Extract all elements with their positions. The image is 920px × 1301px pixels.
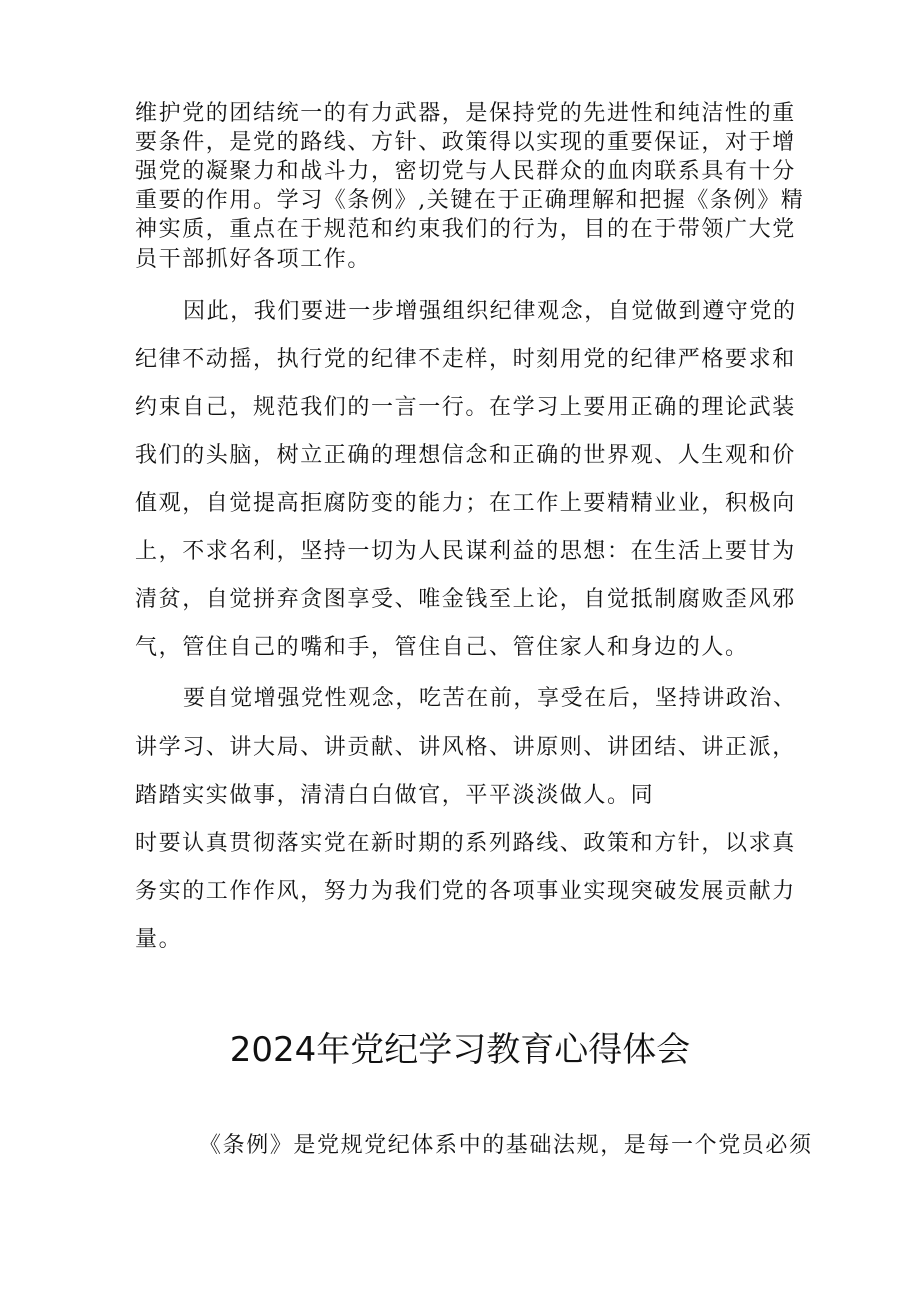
paragraph-line: 要自觉增强党性观念，吃苦在前，享受在后，坚持讲政治、 (183, 686, 797, 711)
section-title: 2024年党纪学习教育心得体会 (229, 1030, 691, 1070)
paragraph-line: 员干部抓好各项工作。 (135, 247, 372, 272)
paragraph-line: 我们的头脑，树立正确的理想信念和正确的世界观、人生观和价 (135, 443, 796, 468)
paragraph-line: 《条例》是党规党纪体系中的基础法规，是每一个党员必须 (199, 1133, 813, 1158)
paragraph-line: 纪律不动摇，执行党的纪律不走样，时刻用党的纪律严格要求和 (135, 347, 796, 372)
paragraph-line: 值观，自觉提高拒腐防变的能力；在工作上要精精业业，积极向 (135, 491, 796, 516)
paragraph-line: 重要的作用。学习《条例》,关键在于正确理解和把握《条例》精 (135, 188, 805, 213)
paragraph-line: 踏踏实实做事，清清白白做官，平平淡淡做人。同 (135, 783, 655, 808)
paragraph-line: 务实的工作作风，努力为我们党的各项事业实现突破发展贡献力 (135, 879, 796, 904)
paragraph-line: 讲学习、讲大局、讲贡献、讲风格、讲原则、讲团结、讲正派， (135, 735, 796, 760)
paragraph-line: 约束自己，规范我们的一言一行。在学习上要用正确的理论武装 (135, 395, 796, 420)
paragraph-line: 要条件，是党的路线、方针、政策得以实现的重要保证，对于增 (135, 130, 796, 155)
paragraph-line: 清贫，自觉拼弃贪图享受、唯金钱至上论，自觉抵制腐败歪风邪 (135, 587, 796, 612)
paragraph-line: 强党的凝聚力和战斗力，密切党与人民群众的血肉联系具有十分 (135, 159, 796, 184)
paragraph-line: 上，不求名利，坚持一切为人民谋利益的思想：在生活上要甘为 (135, 539, 796, 564)
paragraph-line: 量。 (135, 927, 183, 952)
paragraph-line: 维护党的团结统一的有力武器，是保持党的先进性和纯洁性的重 (135, 101, 796, 126)
paragraph-line: 神实质，重点在于规范和约束我们的行为，目的在于带领广大党 (135, 217, 796, 242)
paragraph-line: 时要认真贯彻落实党在新时期的系列路线、政策和方针，以求真 (135, 831, 796, 856)
paragraph-line: 因此，我们要进一步增强组织纪律观念，自觉做到遵守党的 (183, 299, 797, 324)
paragraph-line: 气，管住自己的嘴和手，管住自己、管住家人和身边的人。 (135, 635, 749, 660)
